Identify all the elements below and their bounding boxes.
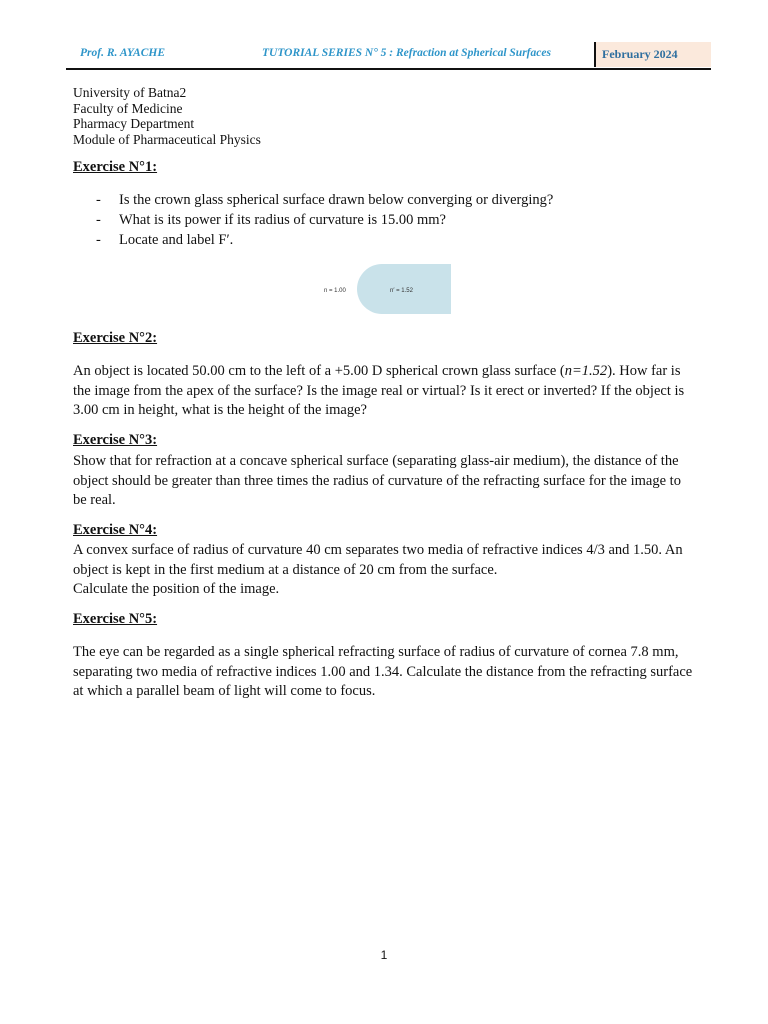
bullet-dash: -	[96, 192, 101, 208]
exercise-3-title: Exercise N°3:	[73, 432, 158, 448]
exercise-4-text: A convex surface of radius of curvature 40 cm separates two media of refractive indices 4/3 and 1.50. An object is kept in the first medium at a distance of 20 cm from the surface.	[73, 542, 683, 578]
exercise-2-text-end: ). How far is the image from the apex of the surface? Is the image real or virtual? Is it erect or inverted? If the object is 3.00 cm in height, what is the height of the image?	[73, 363, 685, 418]
exercise-4-title: Exercise N°4:	[73, 522, 158, 538]
list-item	[96, 230, 553, 250]
exercise-2-text-start: An object is located 50.00 cm to the left of a +5.00 D spherical crown glass surface (	[73, 363, 565, 379]
header-author: Prof. R. AYACHE	[80, 47, 165, 59]
exercise-2-refractive-index: n=1.52	[564, 363, 608, 379]
institution-department: Pharmacy Department	[73, 116, 195, 131]
exercise-1-questions	[96, 190, 553, 250]
spherical-surface-figure	[318, 264, 451, 314]
exercise-4-question: Calculate the position of the image.	[73, 581, 280, 597]
institution-module: Module of Pharmaceutical Physics	[73, 131, 261, 147]
institution-faculty: Faculty of Medicine	[73, 100, 183, 116]
question-text: Is the crown glass spherical surface drawn below converging or diverging?	[119, 192, 554, 208]
list-item	[96, 210, 553, 230]
n-right-label: n′ = 1.52	[390, 288, 413, 294]
exercise-3-text: Show that for refraction at a concave spherical surface (separating glass-air medium), the distance of the object should be greater than three times the radius of curvature of the refracting surface for the image to be real.	[73, 453, 681, 508]
n-left-label: n = 1.00	[324, 288, 346, 294]
page-number: 1	[380, 948, 388, 962]
exercise-2-title: Exercise N°2:	[73, 330, 158, 346]
header-series-title: TUTORIAL SERIES N° 5 : Refraction at Spherical Surfaces	[262, 47, 551, 59]
header-date: February 2024	[594, 42, 711, 67]
list-item	[96, 190, 553, 210]
question-text: What is its power if its radius of curvature is 15.00 mm?	[119, 212, 446, 228]
exercise-2-text	[73, 362, 693, 421]
exercise-5-text: The eye can be regarded as a single spherical refracting surface of radius of curvature of cornea 7.8 mm, separating two media of refractive indices 1.00 and 1.34. Calculate the distance from the refracting surface at which a parallel beam of light will come to focus.	[73, 644, 693, 699]
page-header	[66, 42, 711, 70]
bullet-dash: -	[96, 232, 101, 248]
exercise-1-title: Exercise N°1:	[73, 159, 158, 175]
institution-block	[73, 85, 261, 147]
question-text: Locate and label F′.	[119, 232, 234, 248]
institution-university: University of Batna2	[73, 85, 187, 100]
bullet-dash: -	[96, 212, 101, 228]
exercise-5-title: Exercise N°5:	[73, 611, 158, 627]
